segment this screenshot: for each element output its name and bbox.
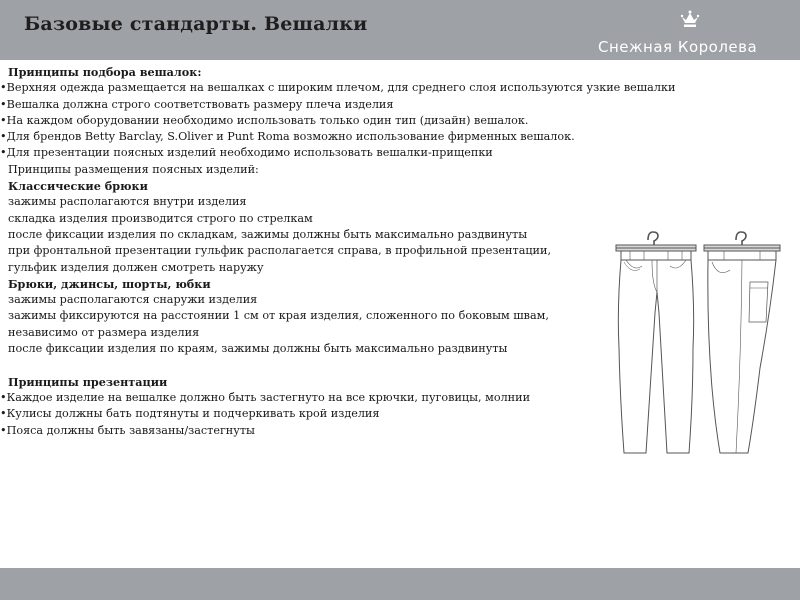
list-item: • Для презентации поясных изделий необходимо использовать вешалки-прищепки — [0, 145, 720, 161]
footer-bar — [0, 568, 800, 600]
list-item: после фиксации изделия по краям, зажимы должны быть максимально раздвинуты — [8, 342, 508, 356]
list-item: • Вешалка должна строго соответствовать размеру плеча изделия — [0, 97, 720, 113]
brand-name: Снежная Королева — [598, 38, 758, 56]
list-item: • Каждое изделие на вешалке должно быть застегнуто на все крючки, пуговицы, молнии — [0, 390, 720, 406]
trousers-on-hangers-illustration — [600, 218, 800, 463]
list-item: зажимы располагаются внутри изделия — [8, 195, 247, 209]
list-item: независимо от размера изделия — [8, 325, 200, 339]
list-item: после фиксации изделия по складкам, зажимы должны быть максимально раздвинуты — [8, 227, 528, 241]
subheading-casual: Брюки, джинсы, шорты, юбки — [8, 276, 211, 291]
list-item: при фронтальной презентации гульфик располагается справа, в профильной презентации, — [8, 244, 552, 258]
list-item: • Верхняя одежда размещается на вешалках с широким плечом, для среднего слоя используются узкие вешалки — [0, 80, 720, 96]
subheading-classic-trousers: Классические брюки — [8, 179, 148, 194]
crown-snowflake-icon — [678, 8, 702, 32]
trousers-side-on-clip-hanger-icon — [704, 232, 780, 453]
list-item: • Для брендов Betty Barclay, S.Oliver и Punt Roma возможно использование фирменных вешалок. — [0, 129, 720, 145]
section-heading-placement: Принципы размещения поясных изделий: — [8, 162, 259, 176]
list-item: зажимы фиксируются на расстоянии 1 см от края изделия, сложенного по боковым швам, — [8, 309, 549, 323]
list-item: • Пояса должны быть завязаны/застегнуты — [0, 423, 720, 439]
section-heading-hanger-selection: Принципы подбора вешалок: — [8, 65, 202, 79]
header-bar — [0, 0, 800, 60]
list-item: гульфик изделия должен смотреть наружу — [8, 260, 264, 274]
list-item: • Кулисы должны бать подтянуты и подчеркивать крой изделия — [0, 406, 720, 422]
section-heading-presentation: Принципы презентации — [8, 374, 168, 389]
list-item: зажимы располагаются снаружи изделия — [8, 293, 258, 307]
page-title: Базовые стандарты. Вешалки — [24, 13, 368, 35]
list-item: • На каждом оборудовании необходимо использовать только один тип (дизайн) вешалок. — [0, 113, 720, 129]
list-item: складка изделия производится строго по стрелкам — [8, 211, 313, 225]
trousers-front-on-clip-hanger-icon — [616, 232, 696, 453]
